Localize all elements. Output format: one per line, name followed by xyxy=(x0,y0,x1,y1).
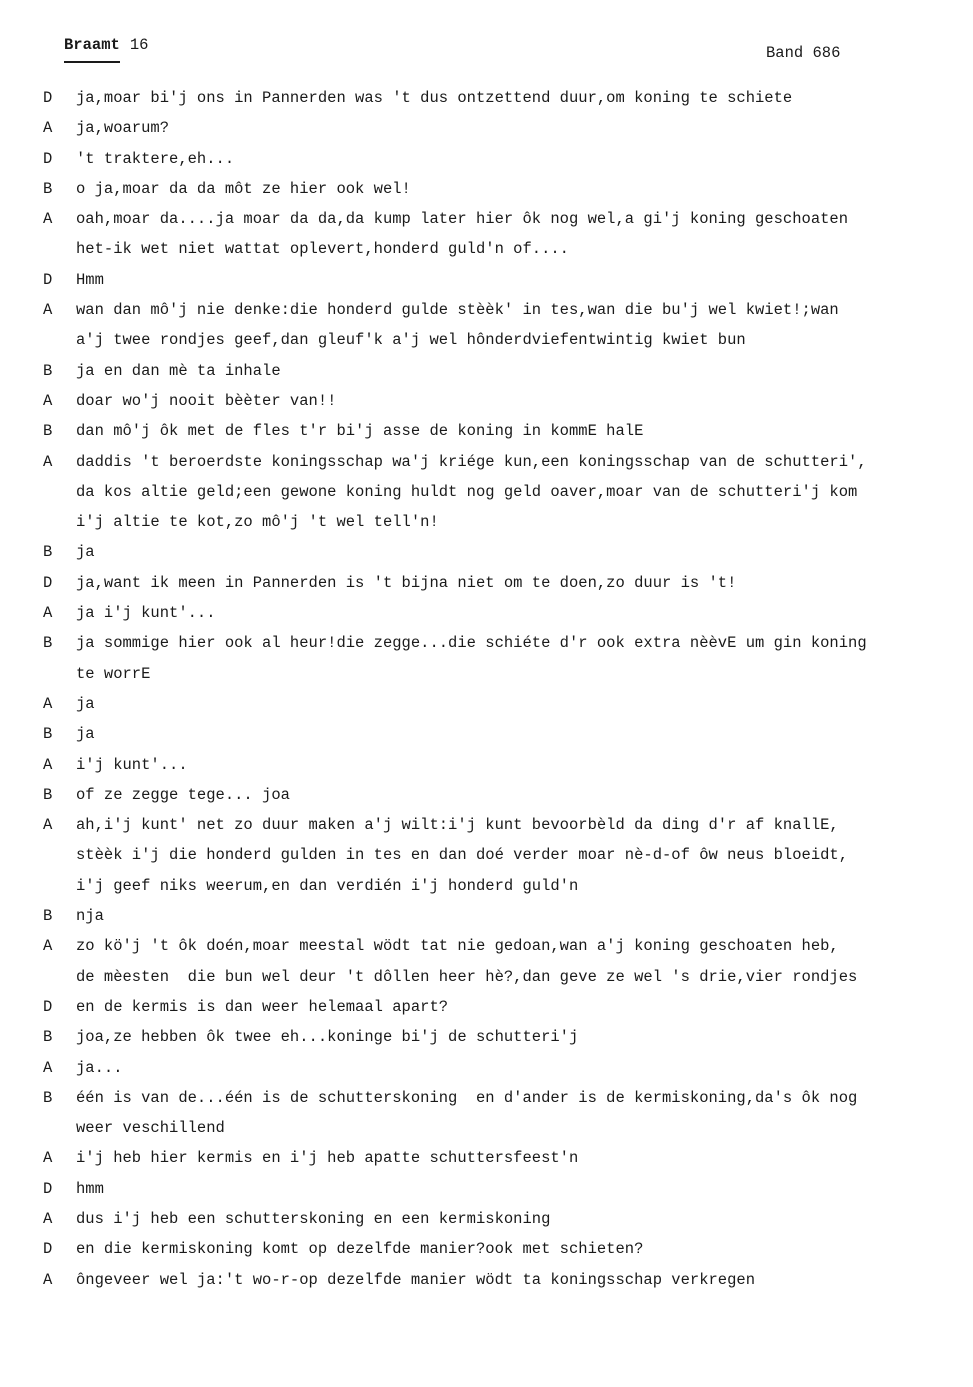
speaker-label: D xyxy=(43,149,53,168)
utterance xyxy=(76,1204,973,1234)
transcript xyxy=(0,83,973,1295)
speaker-label: A xyxy=(43,1149,53,1168)
transcript-turn xyxy=(0,628,973,689)
utterance xyxy=(76,992,973,1022)
speaker-label: B xyxy=(43,422,53,441)
transcript-turn xyxy=(0,1265,973,1295)
transcript-turn xyxy=(0,1083,973,1144)
utterance-line: i'j altie te kot,zo mô'j 't wel tell'n! xyxy=(76,513,439,532)
utterance xyxy=(76,568,973,598)
transcript-turn xyxy=(0,204,973,265)
speaker-label: A xyxy=(43,301,53,320)
utterance xyxy=(76,719,973,749)
utterance-line: i'j kunt'... xyxy=(76,755,188,774)
utterance xyxy=(76,598,973,628)
utterance-line: ja,want ik meen in Pannerden is 't bijna niet om te doen,zo duur is 't! xyxy=(76,573,737,592)
utterance-line: en die kermiskoning komt op dezelfde manier?ook met schieten? xyxy=(76,1240,644,1259)
speaker-label: B xyxy=(43,1088,53,1107)
utterance xyxy=(76,144,973,174)
utterance xyxy=(76,1022,973,1052)
page-number: 16 xyxy=(129,36,149,54)
utterance-line: hmm xyxy=(76,1179,104,1198)
transcript-turn xyxy=(0,901,973,931)
utterance-line: ja... xyxy=(76,1058,123,1077)
transcript-turn xyxy=(0,144,973,174)
speaker-label: A xyxy=(43,1058,53,1077)
speaker-label: D xyxy=(43,1240,53,1259)
utterance-line: joa,ze hebben ôk twee eh...koninge bi'j de schutteri'j xyxy=(76,1028,579,1047)
transcript-turn xyxy=(0,113,973,143)
utterance-line: wan dan mô'j nie denke:die honderd gulde stèèk' in tes,wan die bu'j wel kwiet!;wan xyxy=(76,301,839,320)
utterance-line: en de kermis is dan weer helemaal apart? xyxy=(76,997,449,1016)
speaker-label: A xyxy=(43,937,53,956)
utterance xyxy=(76,174,973,204)
utterance-line: nja xyxy=(76,907,104,926)
utterance-line: weer veschillend xyxy=(76,1119,225,1138)
utterance xyxy=(76,113,973,143)
speaker-label: B xyxy=(43,785,53,804)
utterance-line: ja xyxy=(76,543,95,562)
speaker-label: B xyxy=(43,543,53,562)
utterance xyxy=(76,1265,973,1295)
speaker-label: D xyxy=(43,89,53,107)
utterance-line: ja xyxy=(76,725,95,744)
speaker-label: A xyxy=(43,604,53,623)
transcript-turn xyxy=(0,750,973,780)
utterance-line: o ja,moar da da môt ze hier ook wel! xyxy=(76,179,411,198)
transcript-turn xyxy=(0,537,973,567)
utterance-line: te worrE xyxy=(76,664,151,683)
speaker-label: A xyxy=(43,452,53,471)
utterance-line: i'j geef niks weerum,en dan verdién i'j honderd guld'n xyxy=(76,876,579,895)
transcript-turn xyxy=(0,1022,973,1052)
transcript-turn xyxy=(0,598,973,628)
utterance-line: dan mô'j ôk met de fles t'r bi'j asse de koning in kommE halE xyxy=(76,422,644,441)
utterance-line: da kos altie geld;een gewone koning huldt nog geld oaver,moar van de schutteri'j kom xyxy=(76,482,858,501)
utterance xyxy=(76,356,973,386)
speaker-label: D xyxy=(43,270,53,289)
utterance xyxy=(76,810,973,901)
utterance-line: ôngeveer wel ja:'t wo-r-op dezelfde manier wödt ta koningsschap verkregen xyxy=(76,1270,756,1289)
speaker-label: B xyxy=(43,361,53,380)
transcript-turn xyxy=(0,265,973,295)
utterance xyxy=(76,83,973,113)
utterance xyxy=(76,689,973,719)
transcript-turn xyxy=(0,810,973,901)
transcript-turn xyxy=(0,780,973,810)
utterance-line: het-ik wet niet wattat oplevert,honderd guld'n of.... xyxy=(76,240,569,259)
speaker-label: A xyxy=(43,694,53,713)
utterance-line: ja,moar bi'j ons in Pannerden was 't dus ontzettend duur,om koning te schiete xyxy=(76,89,793,107)
transcript-turn xyxy=(0,1204,973,1234)
speaker-label: A xyxy=(43,816,53,835)
speaker-label: A xyxy=(43,755,53,774)
transcript-turn xyxy=(0,174,973,204)
utterance xyxy=(76,1174,973,1204)
transcript-turn xyxy=(0,992,973,1022)
speaker-label: B xyxy=(43,725,53,744)
utterance xyxy=(76,265,973,295)
transcript-turn xyxy=(0,295,973,356)
transcript-turn xyxy=(0,386,973,416)
utterance-line: stèèk i'j die honderd gulden in tes en dan doé verder moar nè-d-of ôw neus bloeidt, xyxy=(76,846,849,865)
utterance-line: ja xyxy=(76,694,95,713)
utterance-line: oah,moar da....ja moar da da,da kump later hier ôk nog wel,a gi'j koning geschoaten xyxy=(76,210,849,229)
speaker-label: B xyxy=(43,179,53,198)
utterance-line: 't traktere,eh... xyxy=(76,149,235,168)
speaker-label: D xyxy=(43,997,53,1016)
speaker-label: B xyxy=(43,907,53,926)
utterance-line: doar wo'j nooit bèèter van!! xyxy=(76,391,337,410)
speaker-label: D xyxy=(43,1179,53,1198)
utterance-line: één is van de...één is de schutterskoning en d'ander is de kermiskoning,da's ôk nog xyxy=(76,1088,858,1107)
utterance xyxy=(76,1234,973,1264)
transcript-turn xyxy=(0,1053,973,1083)
utterance-line: zo kö'j 't ôk doén,moar meestal wödt tat nie gedoan,wan a'j koning geschoaten heb, xyxy=(76,937,839,956)
utterance-line: ja,woarum? xyxy=(76,119,170,138)
speaker-label: A xyxy=(43,391,53,410)
utterance xyxy=(76,447,973,538)
speaker-label: A xyxy=(43,1209,53,1228)
transcript-turn xyxy=(0,416,973,446)
speaker-label: A xyxy=(43,119,53,138)
transcript-turn xyxy=(0,356,973,386)
transcript-turn xyxy=(0,568,973,598)
utterance-line: ja i'j kunt'... xyxy=(76,604,216,623)
utterance-line: a'j twee rondjes geef,dan gleuf'k a'j wel hônderdviefentwintig kwiet bun xyxy=(76,331,746,350)
utterance-line: ja sommige hier ook al heur!die zegge...die schiéte d'r ook extra nèèvE um gin koning xyxy=(76,634,867,653)
utterance xyxy=(76,537,973,567)
utterance xyxy=(76,1053,973,1083)
speaker-label: A xyxy=(43,210,53,229)
utterance-line: Hmm xyxy=(76,270,104,289)
utterance-line: ah,i'j kunt' net zo duur maken a'j wilt:i'j kunt bevoorbèld da ding d'r af knallE, xyxy=(76,816,839,835)
utterance-line: dus i'j heb een schutterskoning en een kermiskoning xyxy=(76,1209,551,1228)
utterance xyxy=(76,386,973,416)
utterance xyxy=(76,931,973,992)
utterance-line: of ze zegge tege... joa xyxy=(76,785,290,804)
document-title: Braamt xyxy=(64,36,120,63)
utterance xyxy=(76,204,973,265)
utterance xyxy=(76,1143,973,1173)
utterance xyxy=(76,416,973,446)
transcript-turn xyxy=(0,719,973,749)
transcript-turn xyxy=(0,1174,973,1204)
transcript-turn xyxy=(0,689,973,719)
utterance xyxy=(76,750,973,780)
band-label: Band 686 xyxy=(766,44,841,62)
page-heading xyxy=(64,36,148,54)
utterance xyxy=(76,295,973,356)
utterance xyxy=(76,1083,973,1144)
utterance xyxy=(76,780,973,810)
utterance-line: ja en dan mè ta inhale xyxy=(76,361,281,380)
speaker-label: B xyxy=(43,1028,53,1047)
speaker-label: D xyxy=(43,573,53,592)
speaker-label: A xyxy=(43,1270,53,1289)
utterance xyxy=(76,901,973,931)
utterance-line: daddis 't beroerdste koningsschap wa'j kriége kun,een koningsschap van de schutteri', xyxy=(76,452,867,471)
utterance-line: de mèesten die bun wel deur 't dôllen heer hè?,dan geve ze wel 's drie,vier rondjes xyxy=(76,967,858,986)
transcript-turn xyxy=(0,931,973,992)
transcript-turn xyxy=(0,1234,973,1264)
speaker-label: B xyxy=(43,634,53,653)
utterance xyxy=(76,628,973,689)
transcript-turn xyxy=(0,83,973,113)
transcript-turn xyxy=(0,1143,973,1173)
utterance-line: i'j heb hier kermis en i'j heb apatte schuttersfeest'n xyxy=(76,1149,579,1168)
transcript-turn xyxy=(0,447,973,538)
